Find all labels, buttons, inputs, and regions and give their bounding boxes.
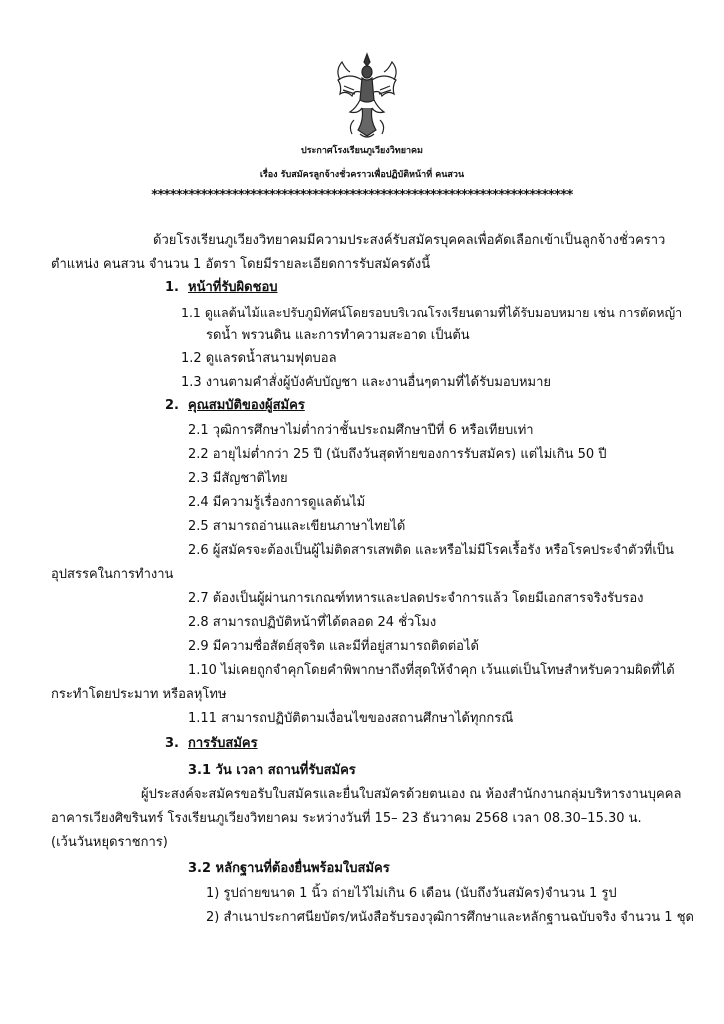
list-item: 1.10 ไม่เคยถูกจำคุกโดยคำพิพากษาถึงที่สุดให้จำคุก เว้นแต่เป็นโทษสำหรับความผิดที่ได้ bbox=[188, 663, 675, 678]
list-item: 2.2 อายุไม่ต่ำกว่า 25 ปี (นับถึงวันสุดท้ายของการรับสมัคร) แต่ไม่เกิน 50 ปี bbox=[188, 447, 607, 462]
list-item: 2.8 สามารถปฏิบัติหน้าที่ได้ตลอด 24 ชั่วโมง bbox=[188, 615, 437, 630]
list-item: กระทำโดยประมาท หรือลหุโทษ bbox=[51, 687, 227, 702]
section-3-title: การรับสมัคร bbox=[188, 736, 258, 751]
list-item: 2) สำเนาประกาศนียบัตร/หนังสือรับรองวุฒิการศึกษาและหลักฐานฉบับจริง จำนวน 1 ชุด bbox=[206, 910, 694, 925]
section-1-number: 1. bbox=[165, 280, 179, 295]
section-2-title: คุณสมบัติของผู้สมัคร bbox=[188, 398, 305, 413]
list-item: 1.1 ดูแลต้นไม้และปรับภูมิทัศน์โดยรอบบริเวณโรงเรียนตามที่ได้รับมอบหมาย เช่น การตัดหญ้า bbox=[181, 305, 683, 320]
list-item: รดน้ำ พรวนดิน และการทำความสะอาด เป็นต้น bbox=[206, 328, 470, 343]
list-item: 2.9 มีความซื่อสัตย์สุจริต และมีที่อยู่สามารถติดต่อได้ bbox=[188, 639, 479, 654]
list-item: 2.3 มีสัญชาติไทย bbox=[188, 471, 288, 486]
subsection-3-1-title: 3.1 วัน เวลา สถานที่รับสมัคร bbox=[188, 763, 356, 778]
section-2-number: 2. bbox=[165, 398, 179, 413]
announcement-title: ประกาศโรงเรียนภูเวียงวิทยาคม bbox=[301, 146, 423, 156]
list-item: 2.5 สามารถอ่านและเขียนภาษาไทยได้ bbox=[188, 519, 406, 534]
subsection-3-2-title: 3.2 หลักฐานที่ต้องยื่นพร้อมใบสมัคร bbox=[188, 861, 390, 876]
list-item: 1.2 ดูแลรดน้ำสนามฟุตบอล bbox=[181, 351, 337, 366]
list-item: 1) รูปถ่ายขนาด 1 นิ้ว ถ่ายไว้ไม่เกิน 6 เดือน (นับถึงวันสมัคร)จำนวน 1 รูป bbox=[206, 886, 617, 901]
subsection-3-1-line: ผู้ประสงค์จะสมัครขอรับใบสมัครและยื่นใบสมัครด้วยตนเอง ณ ห้องสำนักงานกลุ่มบริหารงานบุคคล bbox=[141, 787, 682, 802]
list-item: 2.6 ผู้สมัครจะต้องเป็นผู้ไม่ติดสารเสพติด และหรือไม่มีโรคเรื้อรัง หรือโรคประจำตัวที่เป็น bbox=[188, 543, 674, 558]
intro-line-1: ด้วยโรงเรียนภูเวียงวิทยาคมมีความประสงค์รับสมัครบุคคลเพื่อคัดเลือกเข้าเป็นลูกจ้างชั่วคราว bbox=[153, 233, 666, 248]
list-item: อุปสรรคในการทำงาน bbox=[51, 567, 174, 582]
section-3-number: 3. bbox=[165, 736, 179, 751]
intro-line-2: ตำแหน่ง คนสวน จำนวน 1 อัตรา โดยมีรายละเอียดการรับสมัครดังนี้ bbox=[51, 257, 431, 272]
separator-stars: ******************************************************************** bbox=[151, 188, 573, 203]
subsection-3-1-line: อาคารเวียงศิขรินทร์ โรงเรียนภูเวียงวิทยาคม ระหว่างวันที่ 15– 23 ธันวาคม 2568 เวลา 08.30–15.30 น. bbox=[51, 811, 642, 826]
subsection-3-1-line: (เว้นวันหยุดราชการ) bbox=[51, 835, 168, 850]
list-item: 2.4 มีความรู้เรื่องการดูแลต้นไม้ bbox=[188, 495, 366, 510]
list-item: 1.11 สามารถปฏิบัติตามเงื่อนไขของสถานศึกษาได้ทุกกรณี bbox=[188, 711, 514, 726]
section-1-title: หน้าที่รับผิดชอบ bbox=[188, 280, 278, 295]
list-item: 2.1 วุฒิการศึกษาไม่ต่ำกว่าชั้นประถมศึกษาปีที่ 6 หรือเทียบเท่า bbox=[188, 423, 534, 438]
list-item: 2.7 ต้องเป็นผู้ผ่านการเกณฑ์ทหารและปลดประจำการแล้ว โดยมีเอกสารจริงรับรอง bbox=[188, 591, 644, 606]
list-item: 1.3 งานตามคำสั่งผู้บังคับบัญชา และงานอื่นๆตามที่ได้รับมอบหมาย bbox=[181, 375, 551, 390]
garuda-emblem-icon bbox=[332, 50, 402, 142]
announcement-subject: เรื่อง รับสมัครลูกจ้างชั่วคราวเพื่อปฏิบัติหน้าที่ คนสวน bbox=[259, 170, 465, 180]
